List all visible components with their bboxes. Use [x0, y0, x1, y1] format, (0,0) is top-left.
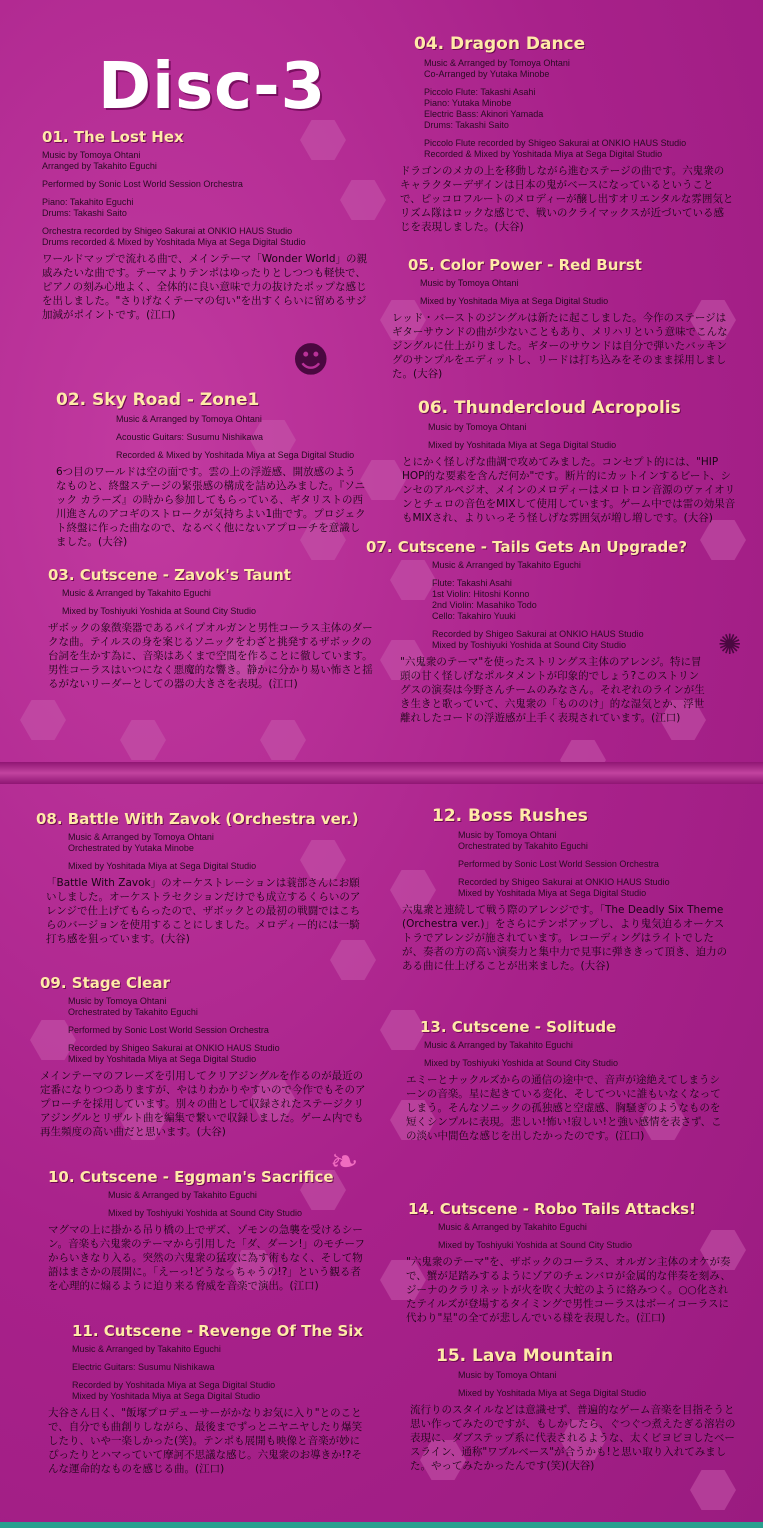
track-title: 13. Cutscene - Solitude	[420, 1018, 617, 1036]
credit-line: Recorded by Shigeo Sakurai at ONKIO HAUS Studio	[458, 877, 670, 887]
credit-line: Flute: Takashi Asahi	[432, 578, 512, 588]
credit-line: Mixed by Yoshitada Miya at Sega Digital Studio	[72, 1391, 261, 1401]
credit-spacer	[42, 219, 372, 226]
track-credits	[68, 832, 366, 872]
credit-line: Music & Arranged by Tomoya Ohtani	[116, 414, 262, 424]
credit-line: Orchestrated by Takahito Eguchi	[68, 1007, 198, 1017]
credit-line: Drums: Takashi Saito	[424, 120, 509, 130]
credit-spacer	[424, 1051, 730, 1058]
track-note: 「Battle With Zavok」のオーケストレーションは蓑部さんにお願いしました。オーケストラセクションだけでも成立するくらいのアレンジで仕上げてもらったので、ザボックとの最初の戦闘ではこちらのバージョンを使用することにしました。メロディー的には一騎打ち感を狙っています。(大谷)	[46, 877, 361, 945]
track-08	[36, 810, 366, 946]
track-note: 大谷さん日く、"飯塚プロデューサーがかなりお気に入り"とのことで、自分でも曲創りしながら、最後までずっとニヤニヤしたり爆笑したり、いや一楽しかった(笑)。テンポも展開も映像と音楽が妙にぴったりとハマっていて摩訶不思議な感じ。六鬼衆のお導きか!?そんな運命的なものを感じる曲。(江口)	[48, 1407, 363, 1475]
track-credits	[458, 1370, 736, 1399]
credit-spacer	[438, 1233, 733, 1240]
track-credits	[420, 278, 733, 307]
credit-line: Music by Tomoya Ohtani	[428, 422, 527, 432]
credit-line: Piano: Yutaka Minobe	[424, 98, 512, 108]
credit-line: Orchestrated by Yutaka Minobe	[68, 843, 194, 853]
credit-spacer	[42, 172, 372, 179]
credit-line: Music & Arranged by Takahito Eguchi	[432, 560, 581, 570]
track-01	[42, 128, 372, 322]
track-03	[48, 566, 374, 691]
credit-line: Mixed by Yoshitada Miya at Sega Digital Studio	[68, 861, 257, 871]
track-10	[48, 1168, 370, 1293]
credit-line: Performed by Sonic Lost World Session Orchestra	[68, 1025, 269, 1035]
credit-line: Piccolo Flute recorded by Shigeo Sakurai at ONKIO HAUS Studio	[424, 138, 687, 148]
credit-spacer	[42, 190, 372, 197]
track-title: 15. Lava Mountain	[436, 1346, 614, 1366]
track-credits	[432, 560, 706, 651]
credit-line: Orchestra recorded by Shigeo Sakurai at ONKIO HAUS Studio	[42, 226, 293, 236]
credit-line: Piccolo Flute: Takashi Asahi	[424, 87, 536, 97]
credit-spacer	[458, 870, 732, 877]
chao-icon: ☻	[292, 340, 330, 381]
credit-line: Electric Bass: Akinori Yamada	[424, 109, 544, 119]
track-credits	[428, 422, 738, 451]
credit-line: Music & Arranged by Takahito Eguchi	[108, 1190, 257, 1200]
track-02	[56, 390, 366, 549]
track-09	[40, 974, 370, 1139]
track-credits	[68, 996, 370, 1065]
track-11	[48, 1322, 370, 1476]
track-05	[392, 256, 733, 381]
credit-line: Recorded & Mixed by Yoshitada Miya at Sega Digital Studio	[424, 149, 663, 159]
credit-line: Music & Arranged by Takahito Eguchi	[72, 1344, 221, 1354]
credit-spacer	[72, 1355, 370, 1362]
credit-line: Music & Arranged by Tomoya Ohtani	[68, 832, 214, 842]
spiral-creature-icon: ✺	[718, 628, 742, 661]
credit-line: Mixed by Yoshitada Miya at Sega Digital Studio	[458, 888, 647, 898]
track-title: 05. Color Power - Red Burst	[408, 256, 642, 274]
credit-line: Piano: Takahito Eguchi	[42, 197, 134, 207]
track-13	[406, 1018, 730, 1143]
credit-line: Music & Arranged by Takahito Eguchi	[62, 588, 211, 598]
track-06	[402, 398, 738, 525]
track-credits	[438, 1222, 733, 1251]
credit-spacer	[116, 443, 366, 450]
credit-line: Drums: Takashi Saito	[42, 208, 127, 218]
credit-line: Recorded by Yoshitada Miya at Sega Digital Studio	[72, 1380, 276, 1390]
credit-line: Performed by Sonic Lost World Session Orchestra	[42, 179, 243, 189]
credit-spacer	[432, 571, 706, 578]
track-07	[366, 538, 706, 725]
credit-spacer	[432, 622, 706, 629]
track-note: ドラゴンのメカの上を移動しながら進むステージの曲です。六鬼衆のキャラクターデザインは日本の鬼がベースになっているということで、ピッコロフルートのメロディーが醸し出すオリエンタルな雰囲気とリズム隊はロックな感じで、戦いのクライマックスが近づいている感じを表現しました。(大谷)	[400, 165, 734, 233]
track-note: マグマの上に掛かる吊り橋の上でザズ、ゾモンの急襲を受けるシーン。音楽も六鬼衆のテーマから引用した「ダ、ダーン!」のモチーフからいきなり入る。突然の六鬼衆の猛攻に為す術もなく、そして物語はまさかの展開に。「えーっ!どうなっちゃうの!?」という観る者を心理的に煽るように迫り来る脅威を音楽で演出。(江口)	[48, 1224, 366, 1292]
credit-line: Mixed by Yoshitada Miya at Sega Digital Studio	[458, 1388, 647, 1398]
credit-spacer	[458, 1381, 736, 1388]
track-title: 06. Thundercloud Acropolis	[418, 398, 681, 418]
credit-spacer	[428, 433, 738, 440]
credit-line: Arranged by Takahito Eguchi	[42, 161, 157, 171]
track-title: 04. Dragon Dance	[414, 34, 586, 54]
page-fold	[0, 762, 763, 784]
credit-line: Mixed by Toshiyuki Yoshida at Sound City Studio	[108, 1208, 302, 1218]
track-note: ワールドマップで流れる曲で、メインテーマ「Wonder World」の親戚みたいな曲です。テーマよりテンポはゆったりとしつつも軽快で、ピアノの刻み心地よく、全体的に良い意味で力の抜けたポップな感じを出しました。"さりげなくテーマの匂い"を出すくらいに留めるサジ加減がポイントです。(江口)	[42, 253, 367, 321]
credit-spacer	[458, 852, 732, 859]
track-credits	[108, 1190, 370, 1219]
track-title: 03. Cutscene - Zavok's Taunt	[48, 566, 291, 584]
credit-line: Drums recorded & Mixed by Yoshitada Miya at Sega Digital Studio	[42, 237, 306, 247]
track-note: ザボックの象徴楽器であるパイプオルガンと男性コーラス主体のダークな曲。テイルスの身を案じるソニックをわざと挑発するザボックの台詞を生かす為に、音楽はあくまで空間を作ることに徹しています。男性コーラスはいつになく悪魔的な響き。静かに分かり易い怖さと揺るがないリーダーとしての器の大きさを表現。(江口)	[48, 622, 373, 690]
track-note: 6つ目のワールドは空の面です。雲の上の浮遊感、開放感のようなものと、終盤ステージの緊張感の構成を詰め込みました。『ソニック カラーズ』の時から参加してもらっている、ギタリストの西川進さんのアコギのストロークが気持ちよい1曲です。プロジェクト終盤に作った曲なので、なるべく他にないアプローチを意識しました。(大谷)	[56, 466, 366, 548]
credit-line: 1st Violin: Hitoshi Konno	[432, 589, 530, 599]
credit-line: Recorded by Shigeo Sakurai at ONKIO HAUS Studio	[432, 629, 644, 639]
wing-icon: ❧	[330, 1142, 359, 1182]
credit-line: Co-Arranged by Yutaka Minobe	[424, 69, 550, 79]
track-note: "六鬼衆のテーマ"を、ザボックのコーラス、オルガン主体のオケが奏で、蟹が足踏みするようにゾアのチェンバロが金属的な伴奏を刻み、ジーナのクラリネットが火を吹く大蛇のように絡みつく。○○化されたテイルズが登場するタイミングで男性コーラスはボーイコーラスに代わり"星"の全てが悲しんでいる様を表現した。(江口)	[406, 1256, 731, 1324]
track-note: メインテーマのフレーズを引用してクリアジングルを作るのが最近の定番になりつつありますが、やはりわかりやすいので今作でもそのアプローチを採用しています。別々の曲として収録されたステージクリアジングルとリザルト曲を編集で繋いで収録しました。ゲーム内でも再生頻度の高い曲だと思います。(大谷)	[40, 1070, 366, 1138]
track-15	[410, 1346, 736, 1473]
track-04	[400, 34, 734, 234]
credit-spacer	[62, 599, 374, 606]
track-credits	[62, 588, 374, 617]
credit-line: Mixed by Yoshitada Miya at Sega Digital Studio	[428, 440, 617, 450]
track-title: 07. Cutscene - Tails Gets An Upgrade?	[366, 538, 688, 556]
credit-line: Acoustic Guitars: Susumu Nishikawa	[116, 432, 264, 442]
track-12	[402, 806, 732, 973]
credit-spacer	[72, 1373, 370, 1380]
credit-spacer	[424, 80, 734, 87]
credit-line: Music & Arranged by Tomoya Ohtani	[424, 58, 570, 68]
credit-line: Electric Guitars: Susumu Nishikawa	[72, 1362, 215, 1372]
credit-line: Orchestrated by Takahito Eguchi	[458, 841, 588, 851]
credit-line: Music & Arranged by Takahito Eguchi	[424, 1040, 573, 1050]
credit-line: Music by Tomoya Ohtani	[420, 278, 519, 288]
track-title: 09. Stage Clear	[40, 974, 170, 992]
track-credits	[42, 150, 372, 248]
credit-line: Mixed by Toshiyuki Yoshida at Sound City Studio	[438, 1240, 632, 1250]
disc-title: Disc-3	[98, 50, 327, 124]
credit-spacer	[420, 289, 733, 296]
track-title: 02. Sky Road - Zone1	[56, 390, 260, 410]
credit-line: Music & Arranged by Takahito Eguchi	[438, 1222, 587, 1232]
credit-line: Music by Tomoya Ohtani	[458, 1370, 557, 1380]
track-title: 10. Cutscene - Eggman's Sacrifice	[48, 1168, 334, 1186]
credit-line: Mixed by Yoshitada Miya at Sega Digital Studio	[68, 1054, 257, 1064]
track-credits	[458, 830, 732, 899]
credit-spacer	[68, 1036, 370, 1043]
credit-line: Music by Tomoya Ohtani	[42, 150, 141, 160]
credit-spacer	[108, 1201, 370, 1208]
track-title: 11. Cutscene - Revenge Of The Six	[72, 1322, 364, 1340]
credit-line: Cello: Takahiro Yuuki	[432, 611, 516, 621]
track-title: 01. The Lost Hex	[42, 128, 184, 146]
credit-spacer	[68, 854, 366, 861]
bottom-edge	[0, 1522, 763, 1528]
track-credits	[72, 1344, 370, 1402]
credit-spacer	[68, 1018, 370, 1025]
track-note: エミーとナックルズからの通信の途中で、音声が途絶えてしまうシーンの音楽。星に起きている変化、そしてついに誰もいなくなってしまう。そんなソニックの孤独感と空虚感、胸騒ぎのようなものを短くシンプルに表現。悲しい!怖い!寂しい!と強い感情を表さず、この淡い中間色な感じを出したかったのです。(江口)	[406, 1074, 722, 1142]
credit-line: Mixed by Toshiyuki Yoshida at Sound City Studio	[62, 606, 256, 616]
track-title: 12. Boss Rushes	[432, 806, 588, 826]
track-note: レッド・バーストのジングルは新たに起こしました。今作のステージはギターサウンドの曲が少ないこともあり、メリハリという意味でこんなジングルに仕上がりました。ギターのサウンドは自分で弾いたバッキングのサンプルをエディットし、リードは打ち込みをそのまま採用しました。(大谷)	[392, 312, 728, 380]
track-title: 08. Battle With Zavok (Orchestra ver.)	[36, 810, 359, 828]
credit-line: 2nd Violin: Masahiko Todo	[432, 600, 537, 610]
track-credits	[116, 414, 366, 461]
credit-line: Mixed by Toshiyuki Yoshida at Sound City Studio	[432, 640, 626, 650]
credit-line: Recorded by Shigeo Sakurai at ONKIO HAUS Studio	[68, 1043, 280, 1053]
credit-line: Music by Tomoya Ohtani	[68, 996, 167, 1006]
credit-spacer	[424, 131, 734, 138]
credit-spacer	[116, 425, 366, 432]
credit-line: Music by Tomoya Ohtani	[458, 830, 557, 840]
credit-line: Recorded & Mixed by Yoshitada Miya at Sega Digital Studio	[116, 450, 355, 460]
credit-line: Mixed by Yoshitada Miya at Sega Digital Studio	[420, 296, 609, 306]
track-note: 流行りのスタイルなどは意識せず、普遍的なゲーム音楽を目指そうと思い作ってみたのですが、もしかしたら、ぐつぐつ煮えたぎる溶岩の表現に、ダブステップ系に代表されるような、太くビヨビヨしたベースライン、通称"ワブルベース"が合うかも!と思い取り入れてみました。やってみたかったんです(笑)(大谷)	[410, 1404, 736, 1472]
credit-line: Mixed by Toshiyuki Yoshida at Sound City Studio	[424, 1058, 618, 1068]
track-14	[408, 1200, 733, 1325]
track-title: 14. Cutscene - Robo Tails Attacks!	[408, 1200, 696, 1218]
credit-line: Performed by Sonic Lost World Session Orchestra	[458, 859, 659, 869]
track-note: 六鬼衆と連続して戦う際のアレンジです。「The Deadly Six Theme (Orchestra ver.)」をさらにテンポアップし、より鬼気迫るオーケストラでアレンジが施されています。レコーディングはライトでしたが、奏者の方の高い演奏力と集中力で見事に弾ききって頂き、迫力のある曲に仕上げることが出来ました。(大谷)	[402, 904, 728, 972]
track-credits	[424, 58, 734, 160]
track-credits	[424, 1040, 730, 1069]
track-note: とにかく怪しげな曲調で攻めてみました。コンセプト的には、"HIP HOP的な要素を含んだ何か"です。断片的にカットインするビート、シンセのアルペジオ、メインのメロディーはメロトロン音源のヴァイオリンとチェロの音色をMIXして使用しています。ゲーム中では雷の効果音もMIXされ、よりいっそう怪しげな雰囲気が増し増しです。(大谷)	[402, 456, 736, 524]
track-note: "六鬼衆のテーマ"を使ったストリングス主体のアレンジ。特に冒頭の甘く怪しげなポルタメントが印象的でしょう?このストリングスの演奏は今野さんチームのみなさん。それぞれのラインが生き生きと歌っていて、六鬼衆の「もののけ」的な湿気とか、浮世離れしたコードの浮遊感が上手く表現されています。(江口)	[400, 656, 705, 724]
